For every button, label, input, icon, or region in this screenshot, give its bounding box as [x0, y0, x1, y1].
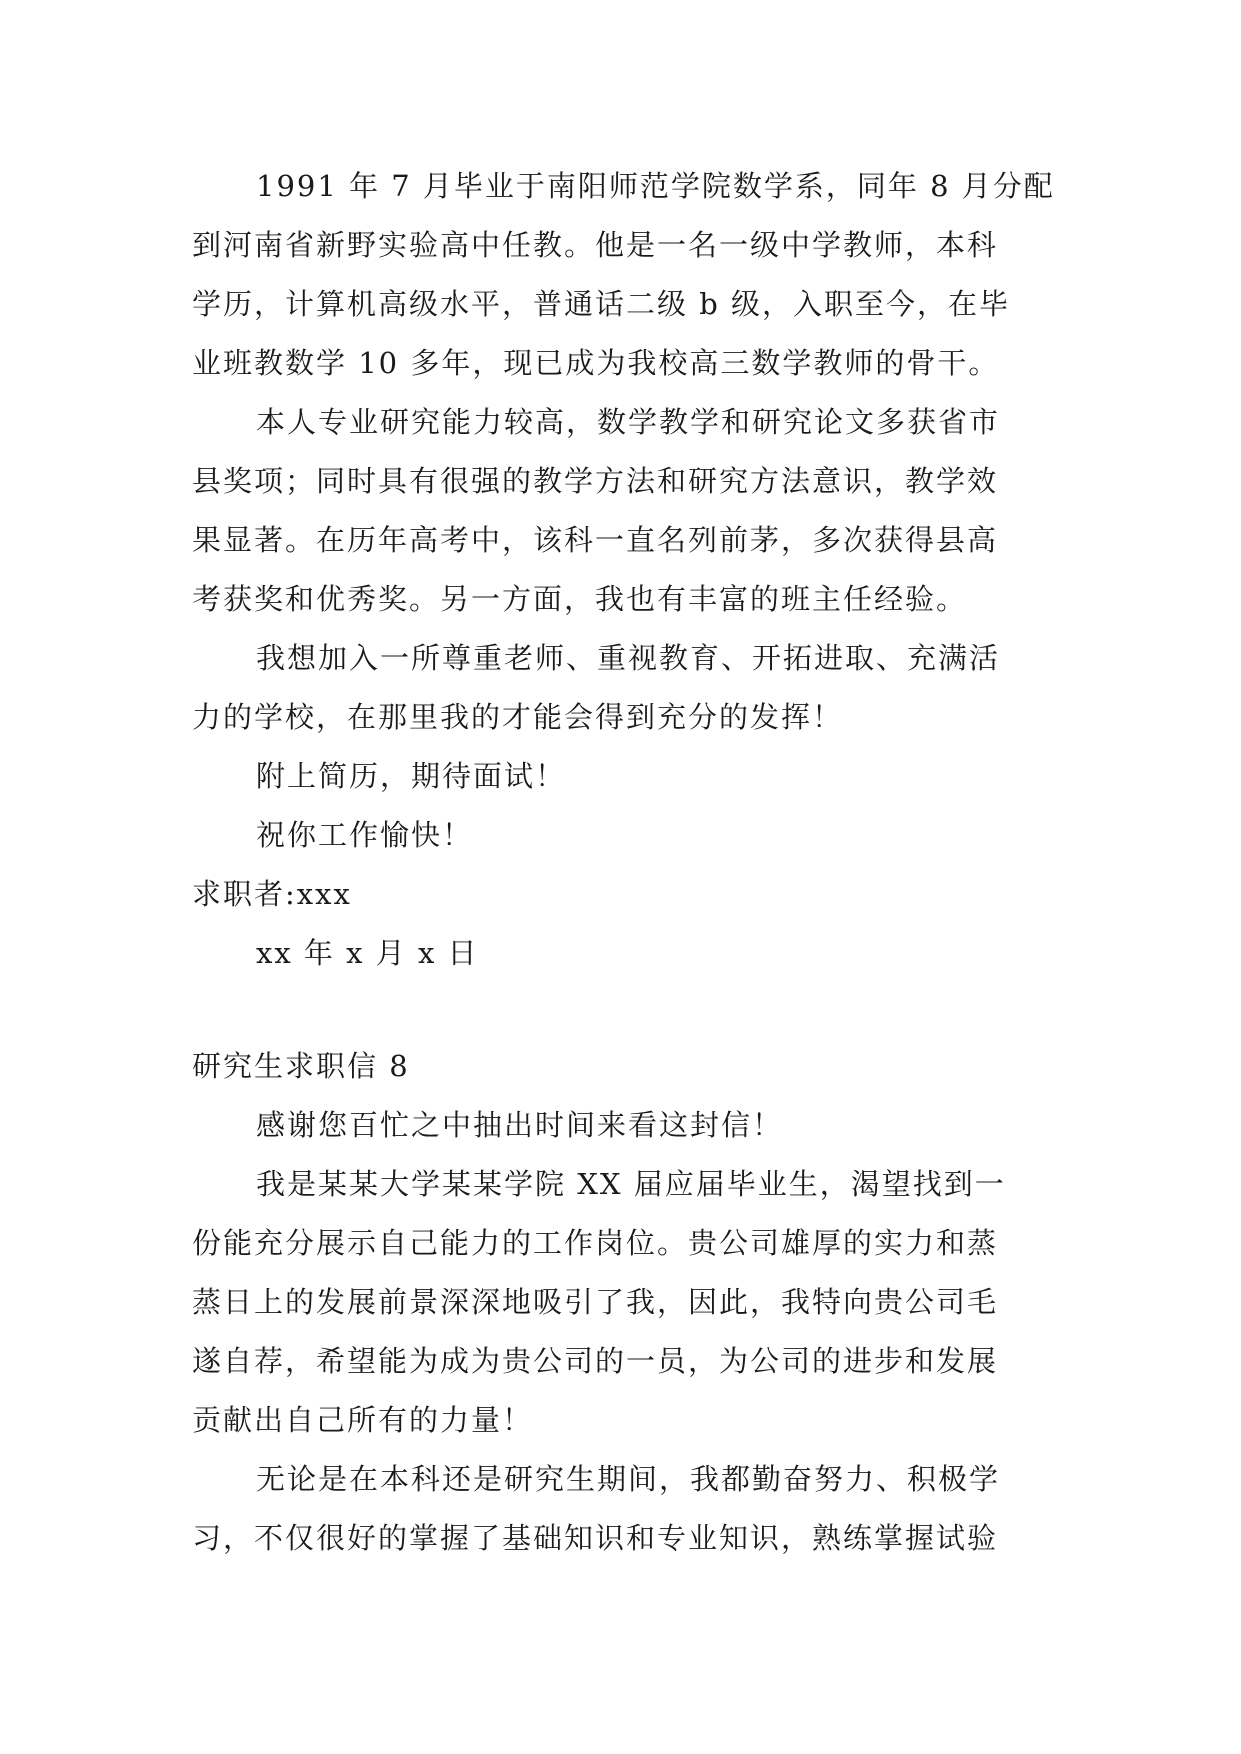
text-line: 到河南省新野实验高中任教。他是一名一级中学教师，本科 [192, 228, 999, 262]
text-line: 业班教数学 10 多年，现已成为我校高三数学教师的骨干。 [192, 346, 1000, 380]
letter-body [192, 157, 1055, 983]
text-line: 本人专业研究能力较高，数学教学和研究论文多获省市 [256, 405, 1001, 439]
section-title: 研究生求职信 8 [192, 1049, 410, 1083]
document-page [192, 157, 1055, 1568]
section-gap [192, 983, 1050, 1037]
text-line: 蒸日上的发展前景深深地吸引了我，因此，我特向贵公司毛 [192, 1285, 999, 1319]
text-line: 遂自荐，希望能为成为贵公司的一员，为公司的进步和发展 [192, 1344, 999, 1378]
text-line: 祝你工作愉快！ [256, 818, 474, 852]
text-line: 无论是在本科还是研究生期间，我都勤奋努力、积极学 [256, 1462, 1001, 1496]
text-line: 县奖项；同时具有很强的教学方法和研究方法意识，教学效 [192, 464, 999, 498]
text-line: 学历，计算机高级水平，普通话二级 b 级，入职至今，在毕 [192, 287, 1011, 321]
text-line: 1991 年 7 月毕业于南阳师范学院数学系，同年 8 月分配 [256, 169, 1055, 203]
text-line: 果显著。在历年高考中，该科一直名列前茅，多次获得县高 [192, 523, 999, 557]
text-line: 力的学校，在那里我的才能会得到充分的发挥！ [192, 700, 844, 734]
text-line: xx 年 x 月 x 日 [256, 936, 479, 970]
text-line: 我是某某大学某某学院 XX 届应届毕业生，渴望找到一 [256, 1167, 1006, 1201]
text-line: 我想加入一所尊重老师、重视教育、开拓进取、充满活 [256, 641, 1001, 675]
text-line: 贡献出自己所有的力量！ [192, 1403, 534, 1437]
text-line: 习，不仅很好的掌握了基础知识和专业知识，熟练掌握试验 [192, 1521, 999, 1555]
text-line: 考获奖和优秀奖。另一方面，我也有丰富的班主任经验。 [192, 582, 968, 616]
text-line: 附上简历，期待面试！ [256, 759, 567, 793]
text-line: 求职者:xxx [192, 877, 352, 911]
letter-body-2 [192, 1096, 1050, 1568]
text-line: 份能充分展示自己能力的工作岗位。贵公司雄厚的实力和蒸 [192, 1226, 999, 1260]
text-line: 感谢您百忙之中抽出时间来看这封信！ [256, 1108, 784, 1142]
